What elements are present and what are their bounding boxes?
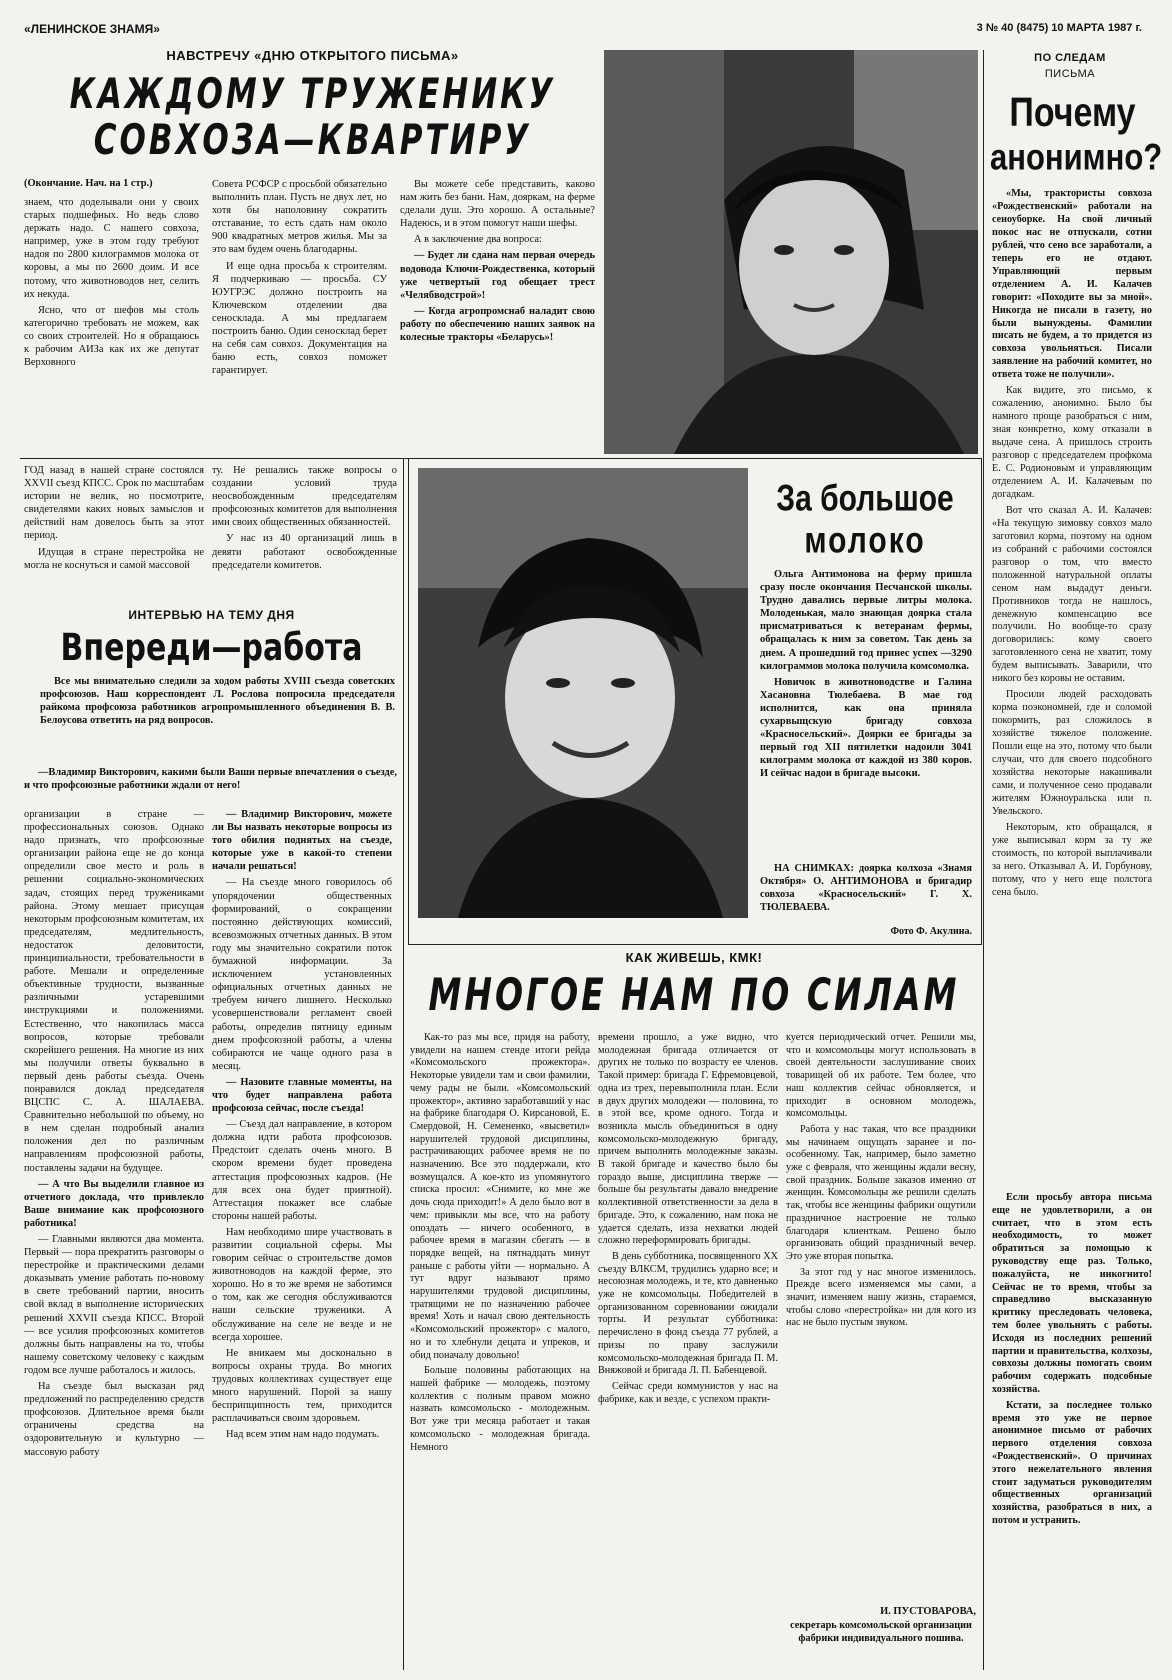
kmk-author: И. ПУСТОВАРОВА, bbox=[880, 1606, 976, 1617]
vperedi-column-1 bbox=[24, 808, 204, 1668]
vperedi-kicker: ИНТЕРВЬЮ НА ТЕМУ ДНЯ bbox=[128, 608, 295, 622]
paragraph: А в заключение два вопроса: bbox=[414, 234, 542, 246]
paper-name: «ЛЕНИНСКОЕ ЗНАМЯ» bbox=[24, 22, 160, 36]
paragraph: — Владимир Викторович, можете ли Вы назвать некоторые вопросы из того обилия поднятых на съезде, которые уже в какой-то степени начали решаться! bbox=[212, 809, 392, 873]
pismo-editor-note bbox=[992, 1192, 1152, 1662]
issue-date: 3 № 40 (8475) 10 МАРТА 1987 г. bbox=[976, 22, 1142, 34]
pismo-title-line1: Почему bbox=[1009, 90, 1136, 136]
paragraph: — Назовите главные моменты, на что будет направлена работа профсоюза сейчас, после съезда! bbox=[212, 1076, 392, 1115]
paragraph: В день субботника, посвященного XX съезду ВЛКСМ, трудились ударно все; и несоюзная молодежь, и те, кто давненько уже не комсомольцы. Победителей в организованном соревновании ожидали торты. И результат субботника: перечислено в фонд съезда 77 рублей, а призы по праву заслужили комсомольско-молодежная бригада П. М. Вняжовой и бригада Л. П. Бабенцевой. bbox=[598, 1250, 778, 1377]
paragraph: Все мы внимательно следили за ходом работы XVIII съезда советских профсоюзов. Наш корреспондент Л. Рослова попросила председателя райкома профсоюза работников агропромышленного объединения В. В. Белоусова ответить на ряд вопросов. bbox=[40, 676, 395, 727]
kmk-kicker: КАК ЖИВЕШЬ, КМК! bbox=[625, 950, 763, 965]
paragraph: Совета РСФСР с просьбой обязательно выполнить план. Пусть не двух лет, но хотя бы наполовину сократить отставание, то есть сдать нам около 900 квадратных метров жилья. Мы за это вам будем очень благодарны. bbox=[212, 179, 387, 256]
kmk-author-title: секретарь комсомольской организации фабрики индивидуального пошива. bbox=[790, 1620, 972, 1644]
paragraph: Больше половины работающих на нашей фабрике — молодежь, поэтому коллектив с полным правом можно назвать комсомольско - молодежным. Вот уже три месяца работает и такая комсомольско - молодежная бригада. Немного bbox=[410, 1365, 590, 1453]
pismo-kicker-2: ПИСЬМА bbox=[1044, 68, 1096, 80]
vperedi-intro-column-2 bbox=[212, 464, 397, 624]
photo-milkmaid-antimonova bbox=[604, 50, 978, 454]
paragraph: — Главными являются два момента. Первый — пора прекратить разговоры о перестройке и практическими делами доказывать умение работать по-новому в свете требований партии, вносить свой вклад в выполнение исторических решений XXVII съезда КПСС. Второй — все усилия профсоюзных комитетов должны быть направлены на то, чтобы нашему советскому человеку с каждым годом все лучше работалось и жилось. bbox=[24, 1234, 204, 1376]
paragraph: Вы можете себе представить, каково нам жить без бани. Нам, дояркам, на ферме сделали душ. Это хорошо. А остальные? Надеюсь, и в этом помогут наши шефы. bbox=[400, 179, 595, 230]
paragraph: — Когда агропромснаб наладит свою работу по обеспечению наших заявок на колесные тракторы «Беларусь»! bbox=[400, 305, 595, 344]
kmk-column-1 bbox=[410, 1032, 590, 1668]
paragraph: Работа у нас такая, что все праздники мы начинаем ощущать заранее и по-особенному. Так, например, было заметно уже с февраля, что женщины ждали весну, свой праздник. Больше заказов именно от женщин. Комсомольцы же решили сделать так, чтобы все женщины фабрики ощутили праздничное настроение не только благодаря клиенткам. Решено было организовать общий праздничный вечер. Это уже вторая попытка. bbox=[786, 1123, 976, 1262]
moloko-text bbox=[760, 568, 972, 854]
paragraph: организации в стране — профессиональных союзов. Однако надо признать, что профсоюзные организации района еще не до конца определили свое место и роль в решении социально-экономических задач, стоящих перед тружениками района. Этому мешает присущая некоторым профсоюзным комитетам, их председателям, медлительность, недостаток деловитости, принципиальности, требовательности в работе. Мешали и определенные объективные трудности, вызванные различными устаревшими инструкциями и положениями. Естественно, что накопилась масса вопросов, которые требовали скорейшего решения. На многие из них мы получили ответы буквально в первый день работы съезда. Очень понравился доклад председателя ВЦСПС С. А. ШАЛАЕВА. Сравнительно небольшой по объему, но в нем сделан подробный анализ положения дел по различным направлениям профсоюзной работы, поставлены задачи на будущее. bbox=[24, 809, 204, 1174]
vperedi-lead bbox=[40, 675, 395, 767]
article1-continuation: (Окончание. Нач. на 1 стр.) bbox=[24, 178, 153, 189]
paragraph: Как-то раз мы все, придя на работу, увидели на нашем стенде итоги рейда «Комсомольского прожектора». Некоторые увидели там и свои фамилии, чему рады не были. «Комсомольский прожектор», активно заработавший у нас на фабрике благодаря О. Кирсановой, Е. Смердовой, Н. Семененко, «высветил» нарушителей трудовой дисциплины, растрачивающих рабочее время не по назначению. Все это поддержали, кто возмущался. А кое-кто из упомянутого списка просил: «Снимите, ко мне же дочь сюда приходит!» А дело было вот в чем: привыкли мы все, что на работу опоздать — ничего особенного, в рабочее время в магазин сбегать — в порядке вещей, на пятнадцать минут раньше с работы уйти — нормально. А тут вдруг называют прямо нарушителями трудовой дисциплины, тратящими не по назначению рабочее время! Хоть и начал свою деятельность «Комсомольский прожектор» с малого, но и то хлебнули децата и упреков, и обид поначалу довольно! bbox=[410, 1032, 590, 1361]
paragraph: Над всем этим нам надо подумать. bbox=[226, 1429, 380, 1441]
paragraph: Новичок в животноводстве и Галина Хасановна Тюлебаева. В мае год исполнится, как она приняла сухарвыщскую бригаду совхоза «Красносельский». Доярки ее бригады за первый год XII пятилетки надоили 3041 килограмм молока от каждой из 380 коров. И сейчас надои в бригаде высоки. bbox=[760, 676, 972, 780]
paragraph: Ясно, что от шефов мы столь категорично требовать не можем, как со своих строителей. Но я обращаюсь к рабочим АИЗа как их же депутат Верховного bbox=[24, 304, 199, 369]
paragraph: У нас из 40 организаций лишь в девяти работают освобожденные председатели комитетов. bbox=[212, 533, 397, 571]
paragraph: И еще одна просьба к строителям. Я подчеркиваю — просьба. СУ ЮУГРЭС должно построить на Ключевском отделении два сеносклада. А мы предлагаем построить баню. Один сеносклад берет на себя сам совхоз. Документация на баню есть, совхоз поможет гарантирует. bbox=[212, 260, 387, 377]
moloko-title-line2: молоко bbox=[804, 520, 926, 562]
article1-title-line1: КАЖДОМУ ТРУЖЕНИКУ bbox=[69, 70, 556, 119]
paragraph: Просили людей расходовать корма поэкономней, где и соломой покормить, раз сложилось в хозяйстве тяжелое положение. Пошли еще на это, потому что были случаи, что для своего подсобного хозяйства некоторые накашивали сами, и полученное сено продавали жителям Южноуральска или п. Увельского. bbox=[992, 689, 1152, 817]
article1-column-3 bbox=[400, 178, 595, 454]
paragraph: На съезде был высказан ряд предложений по распределению средств профсоюзов. Длительное время были ограничены средства на оздоровительную и культурно — массовую работу bbox=[24, 1381, 204, 1458]
paragraph: За этот год у нас многое изменилось. Прежде всего изменяемся мы сами, а значит, изменяем нашу жизнь, стараемся, чтобы слово «перестройка» ни для кого из нас не было пустым звуком. bbox=[786, 1266, 976, 1329]
paragraph: знаем, что доделывали они у своих старых подшефных. Но ведь слово держать надо. С нашего совхоза, например, уже в этом году требуют надоя по 2800 килограммов молока от коровы, а мы по 2600 доим. И все потому, что животноводов нет, селить их некуда. bbox=[24, 197, 199, 300]
vperedi-question-1 bbox=[24, 766, 397, 806]
paragraph: ГОД назад в нашей стране состоялся XXVII съезд КПСС. Срок по масштабам истории не велик, но посмотрите, свидетелями каких новых замыслов и действий нам довелось быть за этот период. bbox=[24, 465, 204, 542]
vperedi-column-2 bbox=[212, 808, 392, 1668]
paragraph: Сейчас среди коммунистов у нас на фабрике, как и везде, с успехом практи- bbox=[598, 1380, 778, 1405]
article1-column-1 bbox=[24, 196, 199, 454]
paragraph: времени прошло, а уже видно, что молодежная бригада отличается от других не только по возрасту ее членов. Такой пример: бригада Г. Ефремовцевой, одна из трех, перевыполнила план. Если в двух других молодежи — половина, то в этой все, кроме одного. Тогда и возникла мысль объединиться в одну комсомольско-молодежную бригаду, причем выполнять молодежные заказы. В такой бригаде и качество было бы гораздо выше, дисциплина тверже — больше бы результаты давало внедрение коллективной ответственности за дела в бригаде. Это, к сожалению, нам пока не удается сделать, изза нехватки людей сложно переформировать бригады. bbox=[598, 1032, 778, 1247]
kmk-title: МНОГОЕ НАМ ПО СИЛАМ bbox=[428, 968, 960, 1021]
paragraph: «Мы, трактористы совхоза «Рождественский» работали на сеноуборке. На свой личный покос нас не отпускали, сотни рублей, что сено все заработали, а теперь его не отдают. Управляющий первым отделением А. И. Калачев говорит: «Походите вы за мной». Никогда не писали в газету, но были вынуждены. Фамилии писать не будем, а то придется из совхоза увольняться. Писали заявление на рабочий комитет, но ответа тоже не получили». bbox=[992, 188, 1152, 381]
pismo-title-line2: анонимно? bbox=[990, 136, 1163, 178]
kmk-column-2 bbox=[598, 1032, 778, 1668]
paragraph: — Будет ли сдана нам первая очередь водовода Ключи-Рождественка, который уже четвертый год обещает трест «Челябводстрой»! bbox=[400, 250, 595, 301]
caption: НА СНИМКАХ: доярка колхоза «Знамя Октября» О. АНТИМОНОВА и бригадир совхоза «Красносельский» Г. Х. ТЮЛЕВАЕВА. bbox=[760, 863, 972, 914]
vperedi-title: Впереди—работа bbox=[60, 626, 363, 670]
paragraph: Кстати, за последнее только время это уже не первое анонимное письмо от рабочих первого отделения совхоза «Рождественский». О причинах этого нежелательного явления стоит задуматься руководителям общественных организаций хозяйства, разобраться в них, а потом и устранить. bbox=[992, 1399, 1152, 1526]
paragraph: Идущая в стране перестройка не могла не коснуться и самой массовой bbox=[24, 546, 204, 571]
paragraph: Как видите, это письмо, к сожалению, анонимно. Было бы намного проще разобраться с ним, зная конкретно, кому отказали в выдаче сена. А пришлось строить разговор с председателем профкома Е. С. Родионовым и управляющим отделением А. И. Калачевым по догадкам. bbox=[992, 385, 1152, 500]
paragraph: — На съезде много говорилось об упорядочении общественных формирований, о сокращении постоянно действующих комиссий, всевозможных отчетных данных. В этом году мы значительно сократили поток бумажной информации. За исключением установленных официальных отчетных данных не требуем ничего лишнего. Несколько усовершенствовали регламент своей работы, определив пятницу единым днем профсоюзной работы, а члены собираются не чаще одного раза в месяц. bbox=[212, 877, 392, 1072]
vperedi-intro-column-1 bbox=[24, 464, 204, 624]
moloko-title-line1: За большое bbox=[776, 478, 954, 520]
paragraph: —Владимир Викторович, какими были Ваши первые впечатления о съезде, и что профсоюзные работники ждали от него! bbox=[24, 767, 397, 792]
column-rule bbox=[983, 50, 984, 1670]
paragraph: — А что Вы выделили главное из отчетного доклада, что привлекло Ваше внимание как профсоюзного работника! bbox=[24, 1178, 204, 1229]
paragraph: Если просьбу автора письма еще не удовлетворили, а он считает, что в этом есть необходимость, то может обратиться за помощью к руководству еще раз. Только, пожалуйста, не инкогнито! Сейчас не то время, чтобы за справедливо высказанную критику преследовать человека, тем более увольнять с работы. Исходя из последних решений партии и правительства, колхозы, совхозы должны помогать своим рабочим содержать подсобные хозяйства. bbox=[992, 1192, 1152, 1395]
paragraph: — Съезд дал направление, в котором должна идти работа профсоюзов. Предстоит сделать очень много. В скором времени будет проведена аттестация профсоюзных кадров. (Не для всех она будет приятной). Аттестация покажет все слабые стороны нашей работы. bbox=[212, 1119, 392, 1222]
paragraph: ту. Не решались также вопросы о создании условий труда неосвобожденным председателям профсоюзных комитетов для выполнения ими своих общественных обязанностей. bbox=[212, 465, 397, 529]
paragraph: Не вникаем мы досконально в вопросы охраны труда. Во многих трудовых коллективах существует еще много нарушений. Порой за нашу бесприпципность тем, приходится расплачиваться своим здоровьем. bbox=[212, 1347, 392, 1425]
photo-brigadier-tyulebaeva bbox=[418, 468, 748, 918]
photo-credit: Фото Ф. Акулина. bbox=[890, 926, 972, 937]
paragraph: Нам необходимо шире участвовать в развитии социальной сферы. Мы говорим сейчас о строительстве домов животноводов на каждой ферме, это хорошо. Но в то же время не заботимся о том, как же сегодня обслуживаются наши сельские труженики. А обслуживание на селе не везде и не всегда хорошее. bbox=[212, 1226, 392, 1343]
kmk-column-3 bbox=[786, 1032, 976, 1602]
pismo-kicker-1: ПО СЛЕДАМ bbox=[1034, 52, 1106, 64]
article1-title-line2: СОВХОЗА—КВАРТИРУ bbox=[93, 116, 532, 165]
column-rule bbox=[403, 458, 404, 1670]
article1-column-2 bbox=[212, 178, 387, 454]
paragraph: Вот что сказал А. И. Калачев: «На текущую зимовку совхоз мало заготовил корма, поэтому на одном из собраний с рабочими состоялся разговор о том, что вместо положенной натуральной оплаты сеном нам выдадут деньги. Противников тогда не нашлось, денежную компенсацию все получили. Но вообще-то сразу договорились: кому своего заготовленного сена не хватит, тому будем выписывать. Заварили, что никого без коровы не оставим. bbox=[992, 504, 1152, 685]
moloko-caption bbox=[760, 862, 972, 922]
paragraph: куется периодический отчет. Решили мы, что и комсомольцы могут использовать в своей деятельности заслушивание своих товарищей об их работе. Тем более, что наш коллектив сейчас обновляется, и приходит в основном молодежь, комсомольцы. bbox=[786, 1032, 976, 1120]
paragraph: Некоторым, кто обращался, я уже выписывал корм за ту же стоимость, по которой выплачивали за него. Отказывал А. И. Горбунову, потому, что у него еще полстога сена было. bbox=[992, 821, 1152, 898]
article1-kicker: НАВСТРЕЧУ «ДНЮ ОТКРЫТОГО ПИСЬМА» bbox=[166, 48, 459, 63]
pismo-column bbox=[992, 188, 1152, 1188]
paragraph: Ольга Антимонова на ферму пришла сразу после окончания Песчанской школы. Трудно давались первые литры молока. Молоденькая, мало знающая доярка стала присматриваться к ветеранам фермы, обращалась к ним за советом. Так день за днем. А прошедший год принес успех —3290 килограммов молока получила комсомолка. bbox=[760, 569, 972, 672]
